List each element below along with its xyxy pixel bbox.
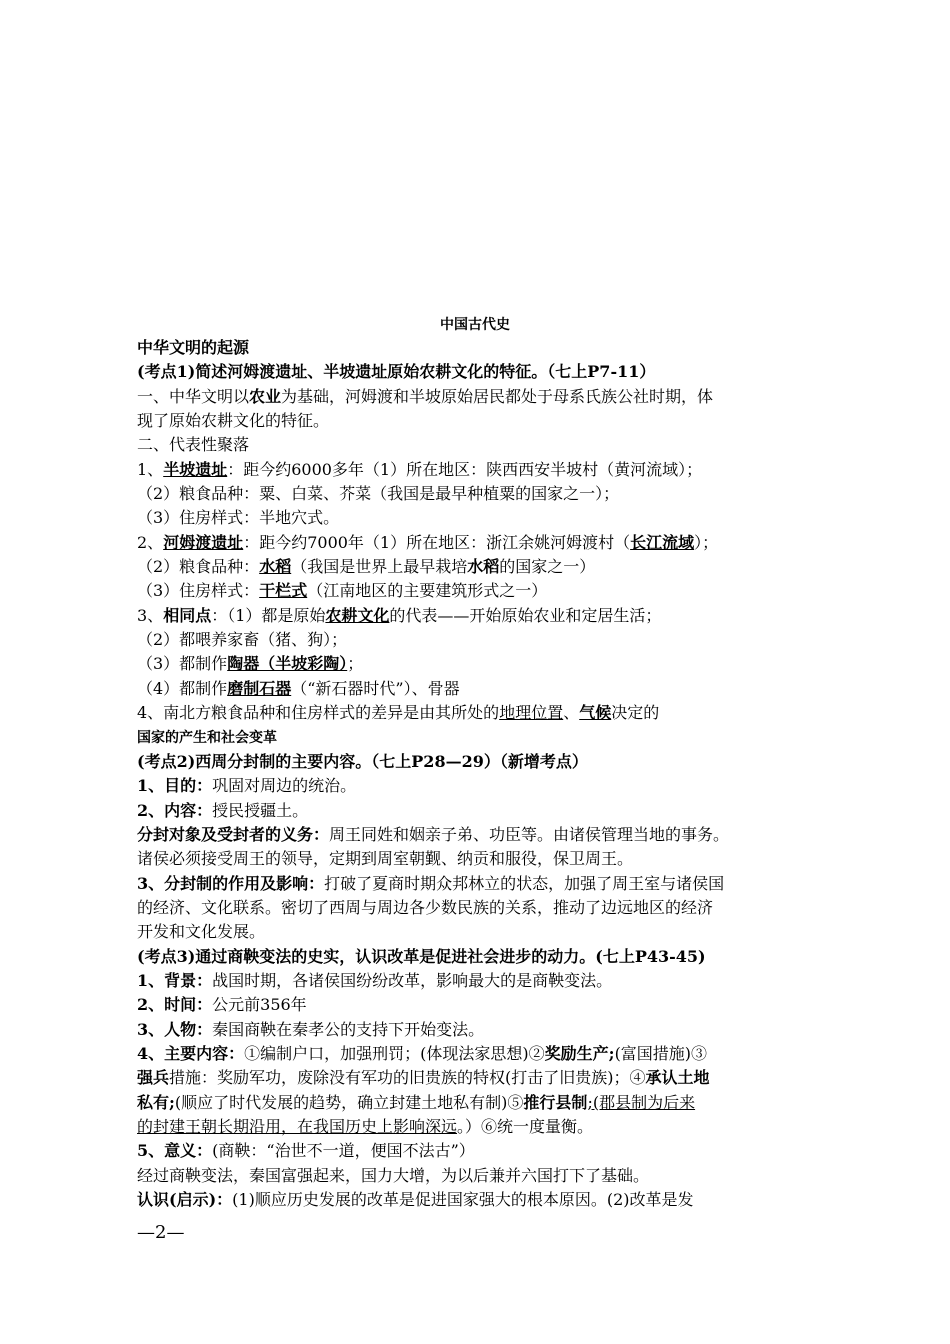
text-line: 2、河姆渡遗址：距今约7000年（1）所在地区：浙江余姚河姆渡村（长江流域）；: [137, 532, 719, 552]
text-line: 开发和文化发展。: [137, 922, 266, 942]
text-line: 经过商鞅变法，秦国富强起来，国力大增，为以后兼并六国打下了基础。: [137, 1165, 650, 1185]
text-line: 的封建王朝长期沿用，在我国历史上影响深远。）⑥统一度量衡。: [137, 1117, 594, 1136]
text-line: 3、人物：秦国商鞅在秦孝公的支持下开始变法。: [137, 1019, 485, 1039]
exam-point-heading: (考点1)简述河姆渡遗址、半坡遗址原始农耕文化的特征。（七上P7-11）: [137, 362, 656, 382]
page-title: 中国古代史: [440, 317, 510, 333]
text-line: 3、分封制的作用及影响：打破了夏商时期众邦林立的状态，加强了周王室与诸侯国: [137, 873, 725, 893]
text-line: 2、内容：授民授疆土。: [137, 800, 309, 820]
text-line: （4）都制作磨制石器（“新石器时代”）、骨器: [137, 678, 460, 698]
text-line: 诸侯必须接受周王的领导，定期到周室朝觐、纳贡和服役，保卫周王。: [137, 849, 634, 869]
text-line: 1、目的：巩固对周边的统治。: [137, 776, 357, 796]
text-line: （3）都制作陶器（半坡彩陶）；: [137, 654, 364, 674]
text-line: （3）住房样式：干栏式（江南地区的主要建筑形式之一）: [137, 581, 548, 601]
text-line: 2、时间：公元前356年: [137, 995, 307, 1015]
text-line: 分封对象及受封者的义务：周王同姓和姻亲子弟、功臣等。由诸侯管理当地的事务。: [137, 824, 730, 844]
text-line: 1、半坡遗址：距今约6000多年（1）所在地区：陕西西安半坡村（黄河流域）；: [137, 459, 703, 479]
text-line: 的经济、文化联系。密切了西周与周边各少数民族的关系，推动了边远地区的经济: [137, 897, 714, 917]
text-line: 二、代表性聚落: [137, 435, 250, 455]
text-line: （2）粮食品种：粟、白菜、芥菜（我国是最早种植粟的国家之一）；: [137, 484, 620, 504]
text-line: 一、中华文明以农业为基础，河姆渡和半坡原始居民都处于母系氏族公社时期，体: [137, 386, 714, 406]
text-line: 1、背景：战国时期，各诸侯国纷纷改革，影响最大的是商鞅变法。: [137, 970, 613, 990]
text-line: 5、意义：(商鞅：“治世不一道，便国不法古”）: [137, 1141, 475, 1161]
text-line: （3）住房样式：半地穴式。: [137, 508, 340, 528]
section-heading: 中华文明的起源: [137, 338, 250, 357]
text-line: 现了原始农耕文化的特征。: [137, 411, 330, 431]
text-line: （2）粮食品种：水稻（我国是世界上最早栽培水稻的国家之一）: [137, 557, 596, 577]
text-line: 3、相同点：（1）都是原始农耕文化的代表——开始原始农业和定居生活；: [137, 605, 662, 625]
text-line: 强兵措施：奖励军功，废除没有军功的旧贵族的特权(打击了旧贵族)；④承认土地: [137, 1068, 710, 1088]
text-line: 4、主要内容：①编制户口，加强刑罚；(体现法家思想)②奖励生产;(富国措施)③: [137, 1043, 708, 1063]
text-line: 认识(启示)：(1)顺应历史发展的改革是促进国家强大的根本原因。(2)改革是发: [137, 1190, 694, 1210]
text-line: （2）都喂养家畜（猪、狗）；: [137, 630, 348, 650]
section-heading: 国家的产生和社会变革: [137, 729, 277, 746]
text-line: 私有;(顺应了时代发展的趋势，确立封建土地私有制)⑤推行县制;(郡县制为后来: [137, 1092, 696, 1112]
page-number: —2—: [137, 1222, 185, 1243]
exam-point-heading: (考点3)通过商鞅变法的史实，认识改革是促进社会进步的动力。(七上P43-45): [137, 946, 706, 966]
text-line: 4、南北方粮食品种和住房样式的差异是由其所处的地理位置、气候决定的: [137, 703, 660, 723]
document-body: [137, 336, 817, 1212]
exam-point-heading: (考点2)西周分封制的主要内容。（七上P28—29）（新增考点）: [137, 751, 588, 771]
